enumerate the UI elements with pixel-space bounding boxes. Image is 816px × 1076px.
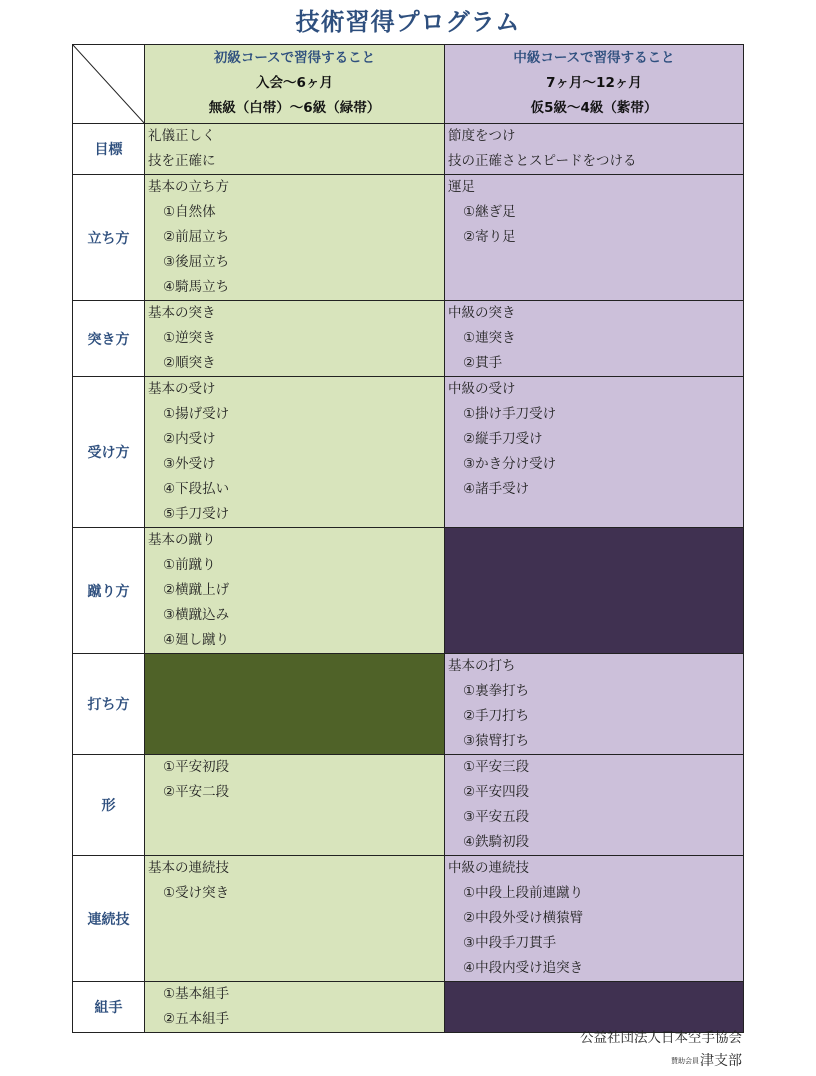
intermediate-empty-cell (445, 982, 744, 1033)
header-intermediate (445, 45, 744, 124)
intermediate-cell (445, 124, 744, 175)
beginner-rank: 無級（白帯）〜6級（緑帯） (208, 100, 381, 116)
intermediate-cell (445, 175, 744, 301)
technique-item: ④騎馬立ち (163, 279, 230, 295)
table-row (73, 175, 744, 301)
row-label: 蹴り方 (73, 528, 145, 654)
table-row (73, 124, 744, 175)
technique-item: ④廻し蹴り (163, 632, 230, 648)
technique-item: ③横蹴込み (163, 607, 230, 623)
technique-item: ②五本組手 (163, 1011, 230, 1027)
header-row (73, 45, 744, 124)
row-label: 目標 (73, 124, 145, 175)
technique-item: ①前蹴り (163, 557, 216, 573)
table-row (73, 528, 744, 654)
beginner-cell (145, 377, 445, 528)
beginner-period: 入会〜6ヶ月 (256, 75, 333, 91)
beginner-cell (145, 175, 445, 301)
technique-item: ①受け突き (163, 885, 230, 901)
technique-item: ①基本組手 (163, 986, 230, 1002)
intermediate-cell (445, 301, 744, 377)
technique-item: ①裏拳打ち (463, 683, 530, 699)
intermediate-cell (445, 856, 744, 982)
technique-item: ②縦手刀受け (463, 431, 543, 447)
technique-item: ①平安初段 (163, 759, 230, 775)
footer-branch: 津支部 (700, 1053, 742, 1069)
category-heading: 基本の立ち方 (148, 179, 229, 195)
table-row (73, 377, 744, 528)
intermediate-cell (445, 654, 744, 755)
technique-item: ②中段外受け横猿臂 (463, 910, 584, 926)
intermediate-rank: 仮5級〜4級（紫帯） (530, 100, 658, 116)
row-label: 打ち方 (73, 654, 145, 755)
technique-item: ①逆突き (163, 330, 216, 346)
row-label: 連続技 (73, 856, 145, 982)
technique-item: ③かき分け受け (463, 456, 557, 472)
beginner-cell (145, 982, 445, 1033)
beginner-cell (145, 301, 445, 377)
table-row (73, 856, 744, 982)
technique-item: ②順突き (163, 355, 216, 371)
technique-item: ②平安四段 (463, 784, 530, 800)
category-heading: 礼儀正しく (148, 128, 216, 144)
table-row (73, 301, 744, 377)
corner-cell (73, 45, 145, 124)
category-heading: 中級の突き (448, 305, 516, 321)
beginner-cell (145, 528, 445, 654)
diagonal-line (73, 45, 145, 124)
header-beginner (145, 45, 445, 124)
technique-item: ②平安二段 (163, 784, 230, 800)
intermediate-cell (445, 377, 744, 528)
beginner-cell (145, 755, 445, 856)
row-label: 組手 (73, 982, 145, 1033)
intermediate-period: 7ヶ月〜12ヶ月 (546, 75, 642, 91)
technique-item: ②寄り足 (463, 229, 516, 245)
technique-item: ④中段内受け追突き (463, 960, 584, 976)
beginner-cell (145, 856, 445, 982)
table-row (73, 755, 744, 856)
technique-item: ①継ぎ足 (463, 204, 516, 220)
technique-item: ②前屈立ち (163, 229, 230, 245)
beginner-empty-cell (145, 654, 445, 755)
technique-item: ⑤手刀受け (163, 506, 230, 522)
table-row (73, 982, 744, 1033)
category-heading: 基本の受け (148, 381, 216, 397)
intermediate-cell (445, 755, 744, 856)
category-heading: 中級の連続技 (448, 860, 529, 876)
technique-item: ②貫手 (463, 355, 503, 371)
technique-item: ④下段払い (163, 481, 230, 497)
category-heading: 中級の受け (448, 381, 516, 397)
technique-item: ①掛け手刀受け (463, 406, 557, 422)
technique-item: ②内受け (163, 431, 216, 447)
technique-item: ①中段上段前連蹴り (463, 885, 584, 901)
footer-org: 公益社団法人日本空手協会 (580, 1030, 742, 1046)
category-heading: 節度をつけ (448, 128, 516, 144)
beginner-course-title: 初級コースで習得すること (213, 50, 376, 66)
technique-item: ①揚げ受け (163, 406, 230, 422)
page-title: 技術習得プログラム (295, 8, 521, 36)
category-heading: 基本の突き (148, 305, 216, 321)
row-label: 受け方 (73, 377, 145, 528)
table-row (73, 654, 744, 755)
technique-item: ①自然体 (163, 204, 216, 220)
intermediate-empty-cell (445, 528, 744, 654)
row-label: 突き方 (73, 301, 145, 377)
technique-item: ④鉄騎初段 (463, 834, 530, 850)
category-heading: 技を正確に (148, 153, 216, 169)
category-heading: 技の正確さとスピードをつける (448, 153, 637, 169)
beginner-cell (145, 124, 445, 175)
technique-item: ③中段手刀貫手 (463, 935, 557, 951)
technique-item: ①連突き (463, 330, 516, 346)
program-table (72, 44, 744, 1033)
technique-item: ②手刀打ち (463, 708, 530, 724)
technique-item: ④諸手受け (463, 481, 530, 497)
row-label: 立ち方 (73, 175, 145, 301)
technique-item: ③平安五段 (463, 809, 530, 825)
technique-item: ②横蹴上げ (163, 582, 230, 598)
technique-item: ①平安三段 (463, 759, 530, 775)
category-heading: 運足 (448, 179, 475, 195)
row-label: 形 (73, 755, 145, 856)
footer-branch-line (671, 1050, 742, 1070)
technique-item: ③猿臂打ち (463, 733, 530, 749)
category-heading: 基本の打ち (448, 658, 516, 674)
category-heading: 基本の蹴り (148, 532, 216, 548)
category-heading: 基本の連続技 (148, 860, 229, 876)
technique-item: ③外受け (163, 456, 216, 472)
technique-item: ③後屈立ち (163, 254, 230, 270)
intermediate-course-title: 中級コースで習得すること (513, 50, 675, 66)
footer-member-note: 賛助会員 (671, 1057, 699, 1065)
